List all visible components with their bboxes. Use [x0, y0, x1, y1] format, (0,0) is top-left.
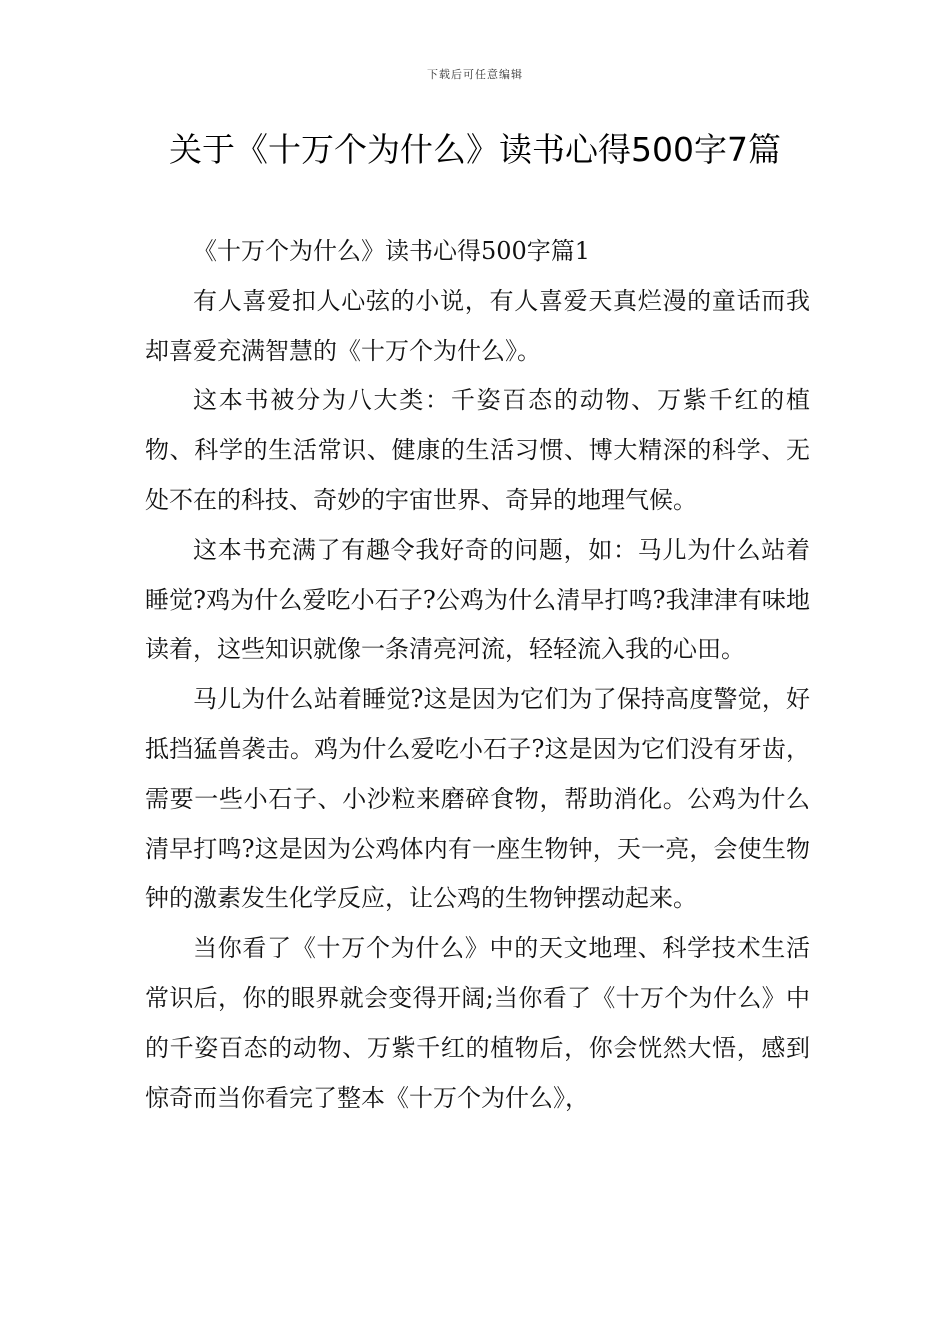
paragraph: 这本书充满了有趣令我好奇的问题，如：马儿为什么站着睡觉?鸡为什么爱吃小石子?公鸡为什么清早打鸣?我津津有味地读着，这些知识就像一条清亮河流，轻轻流入我的心田。 — [145, 535, 810, 664]
paragraph: 马儿为什么站着睡觉?这是因为它们为了保持高度警觉，好抵挡猛兽袭击。鸡为什么爱吃小石子?这是因为它们没有牙齿，需要一些小石子、小沙粒来磨碎食物，帮助消化。公鸡为什么清早打鸣?这是因为公鸡体内有一座生物钟，天一亮，会使生物钟的激素发生化学反应，让公鸡的生物钟摆动起来。 — [145, 685, 810, 913]
paragraph: 当你看了《十万个为什么》中的天文地理、科学技术生活常识后，你的眼界就会变得开阔;当你看了《十万个为什么》中的千姿百态的动物、万紫千红的植物后，你会恍然大悟，感到惊奇而当你看完了整本《十万个为什么》， — [145, 934, 810, 1112]
paragraph: 这本书被分为八大类：千姿百态的动物、万紫千红的植物、科学的生活常识、健康的生活习惯、博大精深的科学、无处不在的科技、奇妙的宇宙世界、奇异的地理气候。 — [145, 386, 810, 514]
paragraph: 有人喜爱扣人心弦的小说，有人喜爱天真烂漫的童话而我却喜爱充满智慧的《十万个为什么》。 — [145, 286, 810, 365]
header-note: 下载后可任意编辑 — [427, 68, 523, 81]
document-body — [145, 227, 810, 1123]
section-heading: 《十万个为什么》读书心得500字篇1 — [193, 237, 591, 265]
document-title: 关于《十万个为什么》读书心得500字7篇 — [169, 130, 781, 169]
